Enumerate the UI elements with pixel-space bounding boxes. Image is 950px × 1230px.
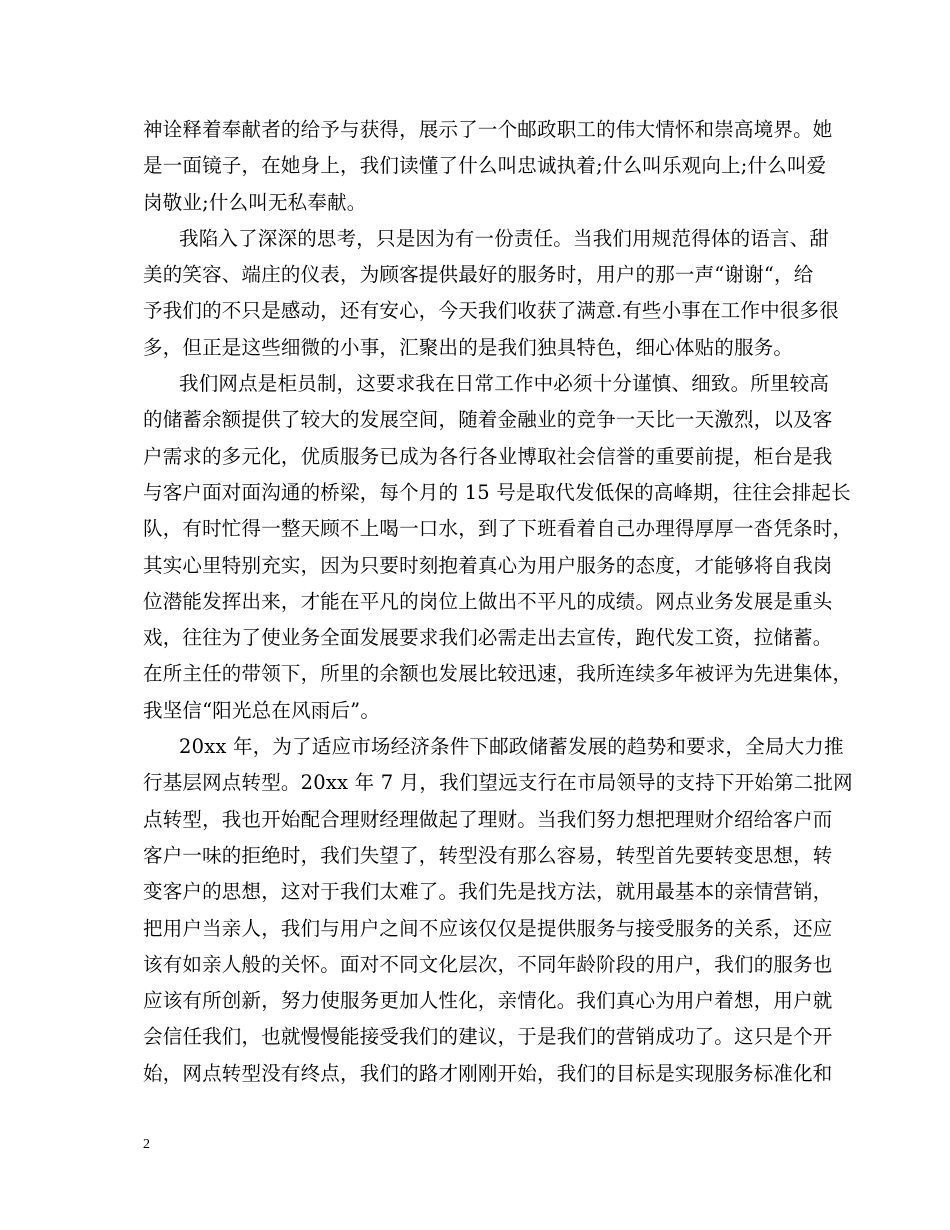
text-line: 戏，往往为了使业务全面发展要求我们必需走出去宣传，跑代发工资，拉储蓄。 [143, 626, 833, 650]
text-line: 多，但正是这些细微的小事，汇聚出的是我们独具特色，细心体贴的服务。 [143, 335, 794, 359]
text-line: 我坚信“阳光总在风雨后”。 [143, 698, 381, 722]
paragraph-start-line: 我们网点是柜员制，这要求我在日常工作中必须十分谨慎、细致。所里较高 [179, 372, 830, 396]
text-line: 该有如亲人般的关怀。面对不同文化层次，不同年龄阶段的用户，我们的服务也 [143, 952, 833, 976]
body-text [143, 112, 853, 1092]
text-line: 位潜能发挥出来，才能在平凡的岗位上做出不平凡的成绩。网点业务发展是重头 [143, 589, 833, 613]
text-line: 美的笑容、端庄的仪表，为顾客提供最好的服务时，用户的那一声“谢谢“，给 [143, 263, 814, 287]
text-line: 与客户面对面沟通的桥梁，每个月的 15 号是取代发低保的高峰期，往往会排起长 [143, 480, 851, 504]
text-line: 是一面镜子，在她身上，我们读懂了什么叫忠诚执着;什么叫乐观向上;什么叫爱 [143, 154, 827, 178]
text-line: 的储蓄余额提供了较大的发展空间，随着金融业的竞争一天比一天激烈，以及客 [143, 408, 833, 432]
text-line: 在所主任的带领下，所里的余额也发展比较迅速，我所连续多年被评为先进集体， [143, 662, 853, 686]
text-line: 其实心里特别充实，因为只要时刻抱着真心为用户服务的态度，才能够将自我岗 [143, 553, 833, 577]
text-line: 行基层网点转型。20xx 年 7 月，我们望远支行在市局领导的支持下开始第二批网 [143, 771, 853, 795]
text-line: 神诠释着奉献者的给予与获得，展示了一个邮政职工的伟大情怀和崇高境界。她 [143, 118, 833, 141]
text-line: 客户一味的拒绝时，我们失望了，转型没有那么容易，转型首先要转变思想，转 [143, 843, 833, 867]
text-line: 把用户当亲人，我们与用户之间不应该仅仅是提供服务与接受服务的关系，还应 [143, 916, 833, 940]
text-line: 岗敬业;什么叫无私奉献。 [143, 190, 367, 214]
paragraph-start-line: 20xx 年，为了适应市场经济条件下邮政储蓄发展的趋势和要求，全局大力推 [179, 735, 844, 759]
text-line: 点转型，我也开始配合理财经理做起了理财。当我们努力想把理财介绍给客户而 [143, 807, 833, 831]
text-line: 会信任我们，也就慢慢能接受我们的建议，于是我们的营销成功了。这只是个开 [143, 1025, 833, 1049]
page-number: 2 [143, 1137, 150, 1152]
text-line: 始，网点转型没有终点，我们的路才刚刚开始，我们的目标是实现服务标准化和 [143, 1061, 833, 1085]
text-line: 应该有所创新，努力使服务更加人性化，亲情化。我们真心为用户着想，用户就 [143, 989, 833, 1013]
paragraph-start-line: 我陷入了深深的思考，只是因为有一份责任。当我们用规范得体的语言、甜 [179, 226, 830, 250]
text-line: 队，有时忙得一整天顾不上喝一口水，到了下班看着自己办理得厚厚一沓凭条时， [143, 517, 853, 541]
text-line: 变客户的思想，这对于我们太难了。我们先是找方法，就用最基本的亲情营销， [143, 880, 833, 904]
text-line: 户需求的多元化，优质服务已成为各行各业博取社会信誉的重要前提，柜台是我 [143, 444, 833, 468]
text-line: 予我们的不只是感动，还有安心，今天我们收获了满意.有些小事在工作中很多很 [143, 299, 839, 323]
